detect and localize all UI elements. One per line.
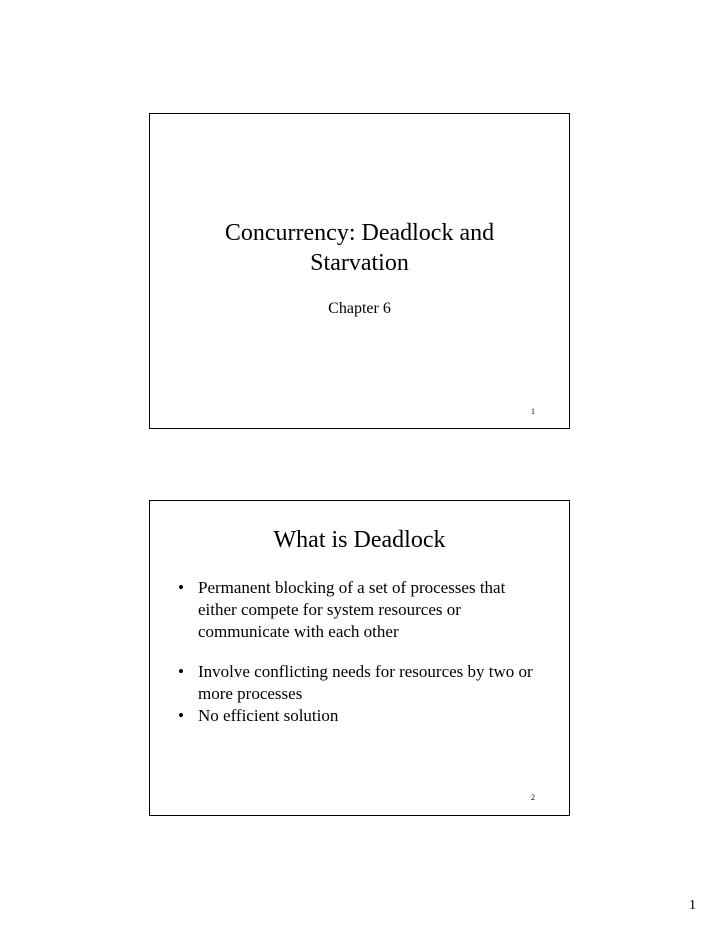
bullet-item [178, 577, 548, 643]
slide-2 [149, 500, 570, 816]
bullet-icon: • [178, 706, 184, 725]
slide-1-number: 1 [531, 407, 535, 416]
bullet-item [178, 661, 548, 705]
bullet-icon: • [178, 662, 184, 681]
slide-1 [149, 113, 570, 429]
bullet-item [178, 705, 548, 727]
bullet-text: No efficient solution [198, 706, 339, 725]
bullet-text: Involve conflicting needs for resources by two or more processes [198, 662, 533, 703]
slide-1-subtitle: Chapter 6 [328, 300, 391, 317]
slide-2-bullet-list [178, 577, 548, 727]
bullet-icon: • [178, 578, 184, 597]
slide-2-number: 2 [531, 793, 535, 802]
bullet-text: Permanent blocking of a set of processes that either compete for system resources or communicate with each other [198, 578, 506, 641]
slide-1-title: Concurrency: Deadlock and Starvation [224, 220, 495, 276]
slide-2-title: What is Deadlock [273, 527, 446, 553]
page-number: 1 [689, 898, 696, 913]
